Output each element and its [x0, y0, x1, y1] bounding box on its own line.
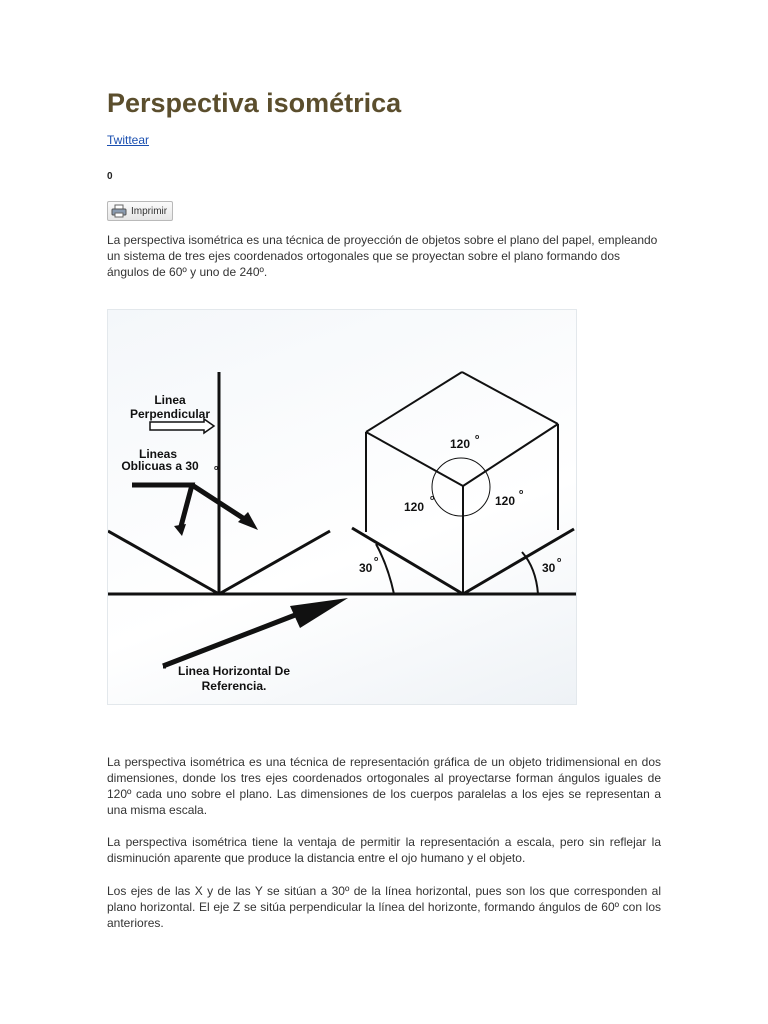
angle-label-base-right: 30 [542, 561, 556, 575]
label-perpendicular-2: Perpendicular [129, 407, 211, 421]
label-oblique-2: Oblicuas a 30 [121, 459, 199, 473]
label-perpendicular-1: Linea [154, 393, 186, 407]
angle-label-top: 120 [450, 437, 471, 451]
intro-paragraph: La perspectiva isométrica es una técnica de proyección de objetos sobre el plano del papel, empleando un sistema de tres ejes coordenados ortogonales que se proyectan sobre el plano formando dos ángulos de 60º y uno de 240º. [107, 233, 658, 279]
angle-label-base-left: 30 [359, 561, 373, 575]
angle-label-right: 120 [495, 494, 516, 508]
body-paragraph-3: Los ejes de las X y de las Y se sitúan a 30º de la línea horizontal, pues son los que corresponden al plano horizontal. El eje Z se sitúa perpendicular la línea del horizonte, formando ángulos de 60º con los anteriores. [107, 884, 661, 930]
horizontal-arrow [163, 612, 303, 666]
body-paragraph-2: La perspectiva isométrica tiene la ventaja de permitir la representación a escala, pero sin reflejar la disminución aparente que produce la distancia entre el ojo humano y el objeto. [107, 835, 661, 865]
tweet-link[interactable]: Twittear [107, 133, 150, 147]
degree-mark-oblique: o [214, 465, 219, 472]
print-label: Imprimir [131, 205, 168, 217]
degree-mark-base-left: o [374, 556, 379, 563]
print-button[interactable] [107, 201, 173, 221]
body-paragraph-1: La perspectiva isométrica es una técnica de representación gráfica de un objeto tridimensional en dos dimensiones, donde los tres ejes coordenados ortogonales al proyectarse forman ángulos iguales de 120º cada uno sobre el plano. Las dimensiones de los cuerpos paralelas a los ejes se representan a una misma escala. [107, 755, 661, 817]
label-oblique-1: Lineas [138, 447, 178, 461]
label-horizontal-2: Referencia. [201, 679, 267, 693]
perpendicular-arrow [150, 419, 214, 433]
share-count: 0 [107, 171, 113, 182]
oblique-line-right [219, 531, 330, 594]
degree-mark-right: o [519, 489, 524, 496]
angle-label-left: 120 [404, 500, 425, 514]
diagram-canvas [108, 310, 576, 704]
page-title: Perspectiva isométrica [107, 88, 402, 118]
degree-mark-top: o [475, 434, 480, 441]
degree-mark-left: o [430, 495, 435, 502]
printer-icon [111, 204, 127, 218]
oblique-arrow [132, 485, 192, 530]
label-horizontal-1: Linea Horizontal De [177, 664, 291, 678]
degree-mark-base-right: o [557, 557, 562, 564]
oblique-line-left [108, 531, 219, 594]
isometric-diagram [107, 309, 577, 705]
